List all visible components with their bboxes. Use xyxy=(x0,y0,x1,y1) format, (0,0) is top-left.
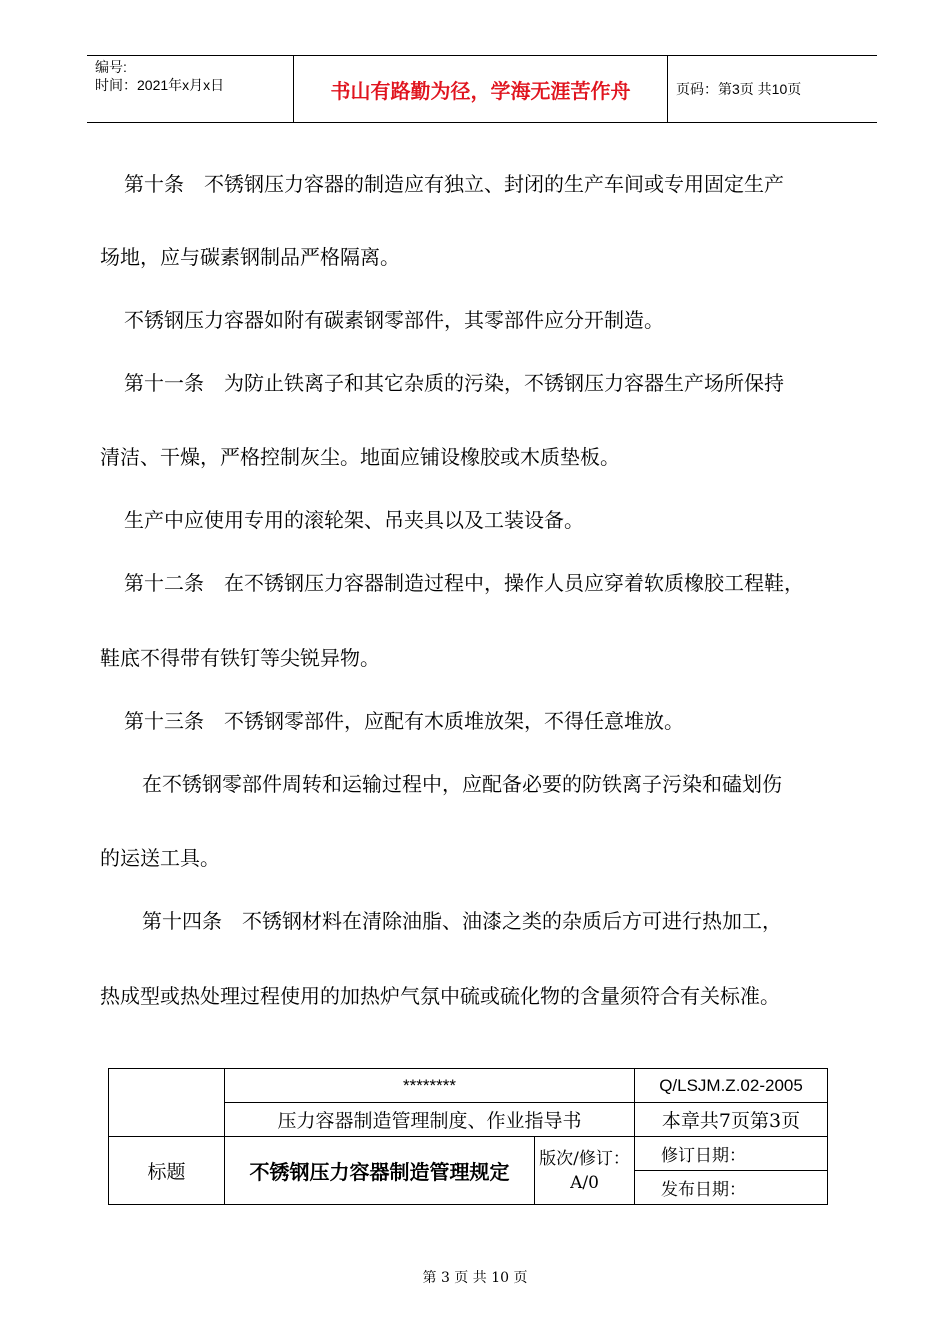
chapter-pages-cell: 本章共7页第3页 xyxy=(635,1103,828,1137)
paragraph-line: 场地，应与碳素钢制品严格隔离。 xyxy=(100,245,400,269)
paragraph-line: 清洁、干燥，严格控制灰尘。地面应铺设橡胶或木质垫板。 xyxy=(100,445,620,469)
paragraph-line: 热成型或热处理过程使用的加热炉气氛中硫或硫化物的含量须符合有关标准。 xyxy=(100,984,780,1008)
header-meta xyxy=(87,56,294,123)
paragraph-line: 第十三条 不锈钢零部件，应配有木质堆放架，不得任意堆放。 xyxy=(124,709,684,733)
header-motto: 书山有路勤为径，学海无涯苦作舟 xyxy=(294,56,668,123)
version-value: A/0 xyxy=(570,1172,599,1193)
paragraph-line: 第十二条 在不锈钢压力容器制造过程中，操作人员应穿着软质橡胶工程鞋， xyxy=(124,571,804,595)
header-page-code: 页码：第3页 共10页 xyxy=(676,81,802,97)
version-label: 版次/修订： xyxy=(539,1148,630,1169)
doc-code-cell: Q/LSJM.Z.02-2005 xyxy=(635,1069,828,1103)
blank-cell xyxy=(109,1069,225,1137)
paragraph-line: 鞋底不得带有铁钉等尖锐异物。 xyxy=(100,646,380,670)
revision-date-cell: 修订日期： xyxy=(635,1137,828,1171)
page-number-footer: 第 3 页 共 10 页 xyxy=(422,1270,528,1286)
paragraph-line: 第十条 不锈钢压力容器的制造应有独立、封闭的生产车间或专用固定生产 xyxy=(124,172,784,196)
paragraph-line: 的运送工具。 xyxy=(100,846,220,870)
paragraph-line: 生产中应使用专用的滚轮架、吊夹具以及工装设备。 xyxy=(124,508,584,532)
stars-cell: ******** xyxy=(225,1069,635,1103)
doc-name-cell: 压力容器制造管理制度、作业指导书 xyxy=(225,1103,635,1137)
title-label-cell: 标题 xyxy=(109,1137,225,1205)
paragraph-line: 不锈钢压力容器如附有碳素钢零部件，其零部件应分开制造。 xyxy=(124,308,664,332)
title-cell: 不锈钢压力容器制造管理规定 xyxy=(225,1137,535,1205)
page-header xyxy=(87,55,877,123)
publish-date-cell: 发布日期： xyxy=(635,1171,828,1205)
paragraph-line: 在不锈钢零部件周转和运输过程中，应配备必要的防铁离子污染和磕划伤 xyxy=(142,772,782,796)
paragraph-line: 第十一条 为防止铁离子和其它杂质的污染，不锈钢压力容器生产场所保持 xyxy=(124,371,784,395)
document-info-table xyxy=(108,1068,828,1205)
version-cell xyxy=(535,1137,635,1205)
paragraph-line: 第十四条 不锈钢材料在清除油脂、油漆之类的杂质后方可进行热加工， xyxy=(142,909,782,933)
doc-number-label: 编号: xyxy=(95,59,127,75)
doc-time-label: 时间：2021年x月x日 xyxy=(95,77,225,93)
